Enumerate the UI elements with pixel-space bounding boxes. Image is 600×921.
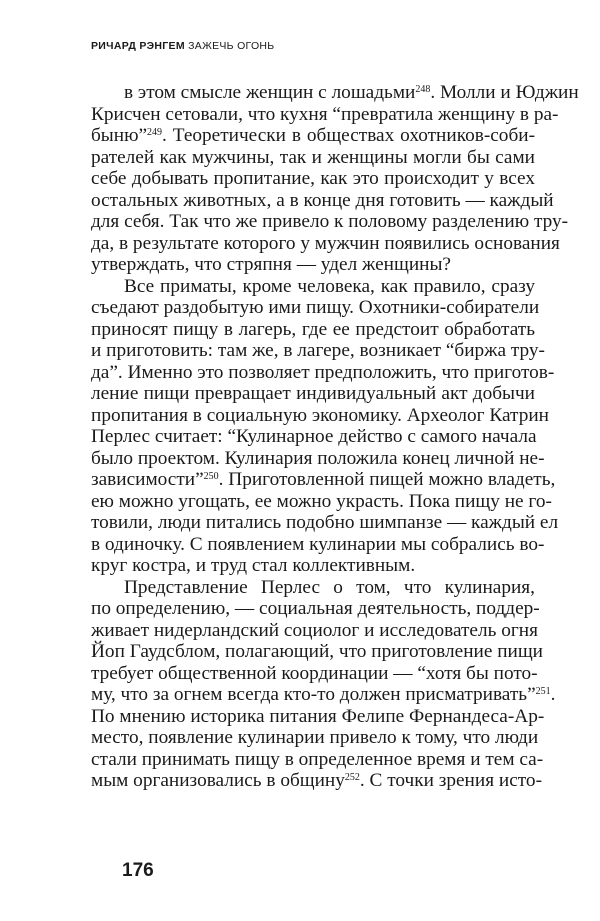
text-segment: . <box>550 684 556 705</box>
text-segment: себе добывать пропитание, как это происходит у всех <box>91 168 535 189</box>
text-line <box>91 619 538 642</box>
body-text <box>91 82 579 792</box>
text-line <box>91 727 539 749</box>
text-line <box>91 125 535 147</box>
text-line <box>91 469 556 491</box>
page-number: 176 <box>122 860 154 881</box>
text-line <box>91 254 535 276</box>
text-segment: . Приготовленной пищей можно владеть, <box>218 469 556 490</box>
text-line <box>91 297 540 319</box>
text-segment: для себя. Так что же привело к половому разделению тру- <box>91 211 569 232</box>
text-segment: стали принимать пищу в определенное время и тем са- <box>91 748 544 770</box>
text-segment: быню” <box>91 125 148 146</box>
text-segment: Крисчен сетовали, что кухня “превратила женщину в ра- <box>91 103 559 125</box>
text-line <box>91 577 535 599</box>
footnote-ref: 249 <box>147 127 163 138</box>
text-segment: Представление Перлес о том, что кулинария, <box>124 576 535 598</box>
text-segment: . С точки зрения исто- <box>359 770 542 791</box>
text-line <box>91 447 545 470</box>
text-segment: в этом смысле женщин с лошадьми <box>124 82 416 103</box>
text-line <box>91 748 544 771</box>
text-line <box>91 147 535 169</box>
text-segment: му, что за огнем всегда кто-то должен присматривать” <box>91 684 536 705</box>
text-line <box>91 770 542 792</box>
text-segment: товили, люди питались подобно шимпанзе — каждый ел <box>91 512 559 533</box>
text-line <box>91 276 535 298</box>
text-segment: приносят пищу в лагерь, где ее предстоит обработать <box>91 318 535 340</box>
text-line <box>91 189 554 212</box>
text-segment: да, в результате которого у мужчин появились основания <box>91 232 560 254</box>
footnote-ref: 252 <box>344 772 360 783</box>
text-segment: место, появление кулинарии привело к тому, что люди <box>91 727 539 748</box>
running-header <box>91 40 275 52</box>
text-segment: рателей как мужчины, так и женщины могли бы сами <box>91 146 535 168</box>
paragraph <box>91 576 556 792</box>
text-segment: требует общественной координации — “хотя бы пото- <box>91 662 538 684</box>
text-segment: Перлес считает: “Кулинарное действо с самого начала <box>91 426 537 447</box>
paragraph <box>91 82 579 276</box>
text-line <box>91 361 555 384</box>
text-line <box>91 533 545 556</box>
text-segment: было проектом. Кулинария положила конец личной не- <box>91 447 545 469</box>
text-line <box>91 641 544 663</box>
text-line <box>91 426 535 448</box>
text-line <box>91 340 545 362</box>
text-line <box>91 705 545 728</box>
text-segment: круг костра, и труд стал коллективным. <box>91 555 416 576</box>
text-segment: по определению, — социальная деятельность, поддер- <box>91 598 540 619</box>
footnote-ref: 248 <box>415 84 431 95</box>
text-segment: пропитания в социальную экономику. Археолог Катрин <box>91 404 549 426</box>
text-segment: живает нидерландский социолог и исследователь огня <box>91 619 538 641</box>
text-segment: остальных животных, а в конце дня готовить — каждый <box>91 189 554 211</box>
text-line <box>91 598 540 620</box>
text-line <box>91 490 552 513</box>
text-segment: съедают раздобытую ими пищу. Охотники-собиратели <box>91 297 540 318</box>
text-line <box>91 232 560 255</box>
text-segment: . Теоретически в обществах охотников-соби- <box>162 125 535 146</box>
text-line <box>91 82 579 104</box>
footnote-ref: 250 <box>203 471 219 482</box>
text-segment: мым организовались в общину <box>91 770 345 791</box>
text-segment: ею можно угощать, ее можно украсть. Пока пищу не го- <box>91 490 552 512</box>
text-line <box>91 555 535 577</box>
text-segment: Все приматы, кроме человека, как правило, сразу <box>124 275 535 297</box>
text-segment: да”. Именно это позволяет предположить, что приготов- <box>91 361 555 383</box>
text-line <box>91 168 535 190</box>
text-line <box>91 662 538 685</box>
text-segment: и приготовить: там же, в лагере, возникает “биржа тру- <box>91 340 545 361</box>
text-line <box>91 103 559 126</box>
text-segment: в одиночку. С появлением кулинарии мы собрались во- <box>91 533 545 555</box>
header-author: РИЧАРД РЭНГЕМ <box>91 40 185 52</box>
text-segment: Йоп Гаудсблом, полагающий, что приготовление пищи <box>91 641 544 662</box>
text-line <box>91 319 535 341</box>
text-segment: По мнению историка питания Фелипе Фернандеса-Ар- <box>91 705 545 727</box>
header-book-title: ЗАЖЕЧЬ ОГОНЬ <box>188 40 275 52</box>
text-line <box>91 383 535 405</box>
text-line <box>91 512 559 534</box>
text-segment: ление пищи превращает индивидуальный акт добычи <box>91 383 535 404</box>
text-segment: . Молли и Юджин <box>430 82 579 103</box>
footnote-ref: 251 <box>535 686 551 697</box>
text-line <box>91 211 569 233</box>
text-line <box>91 684 556 706</box>
text-segment: утверждать, что стряпня — удел женщины? <box>91 254 451 275</box>
text-line <box>91 404 549 427</box>
paragraph <box>91 275 559 577</box>
text-segment: зависимости” <box>91 469 204 490</box>
